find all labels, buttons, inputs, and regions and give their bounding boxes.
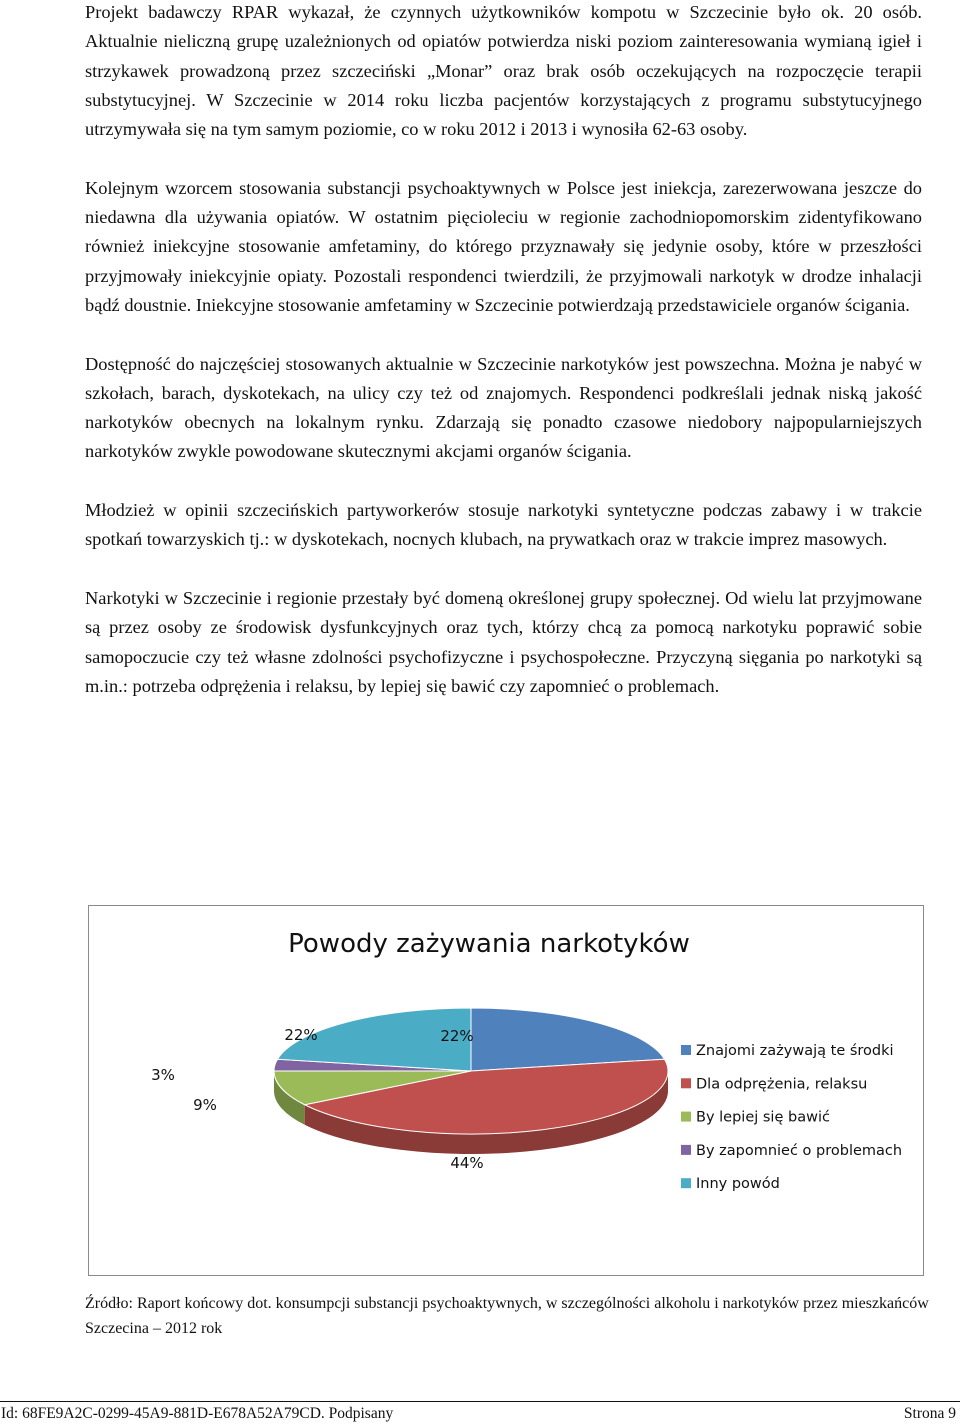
- legend-swatch-dla-odprezenia-relaksu: [681, 1078, 691, 1088]
- legend-swatch-inny-powod: [681, 1178, 691, 1188]
- source-caption: Źródło: Raport końcowy dot. konsumpcji substancji psychoaktywnych, w szczególności alkoholu i narkotyków przez mieszkańców Szczecina – 2012 rok: [85, 1295, 929, 1337]
- pie-label-inny-powod: 22%: [284, 1026, 318, 1044]
- legend-swatch-znajomi-zazywaja-te-srodki: [681, 1045, 691, 1055]
- footer-document-id: Id: 68FE9A2C-0299-45A9-881D-E678A52A79CD. Podpisany: [1, 1405, 394, 1422]
- body-text: [85, 0, 922, 730]
- pie-label-by-lepiej-sie-bawic: 9%: [193, 1096, 217, 1114]
- legend-label-dla-odprezenia-relaksu: Dla odprężenia, relaksu: [696, 1076, 868, 1093]
- chart-title: Powody zażywania narkotyków: [288, 929, 690, 959]
- paragraph-3: Dostępność do najczęściej stosowanych aktualnie w Szczecinie narkotyków jest powszechna. Można je nabyć w szkołach, barach, dyskotekach, na ulicy czy też od znajomych. Respondenci podkreślali jednak niską jakość narkotyków obecnych na lokalnym rynku. Zdarzają się ponadto czasowe niedobory najpopularniejszych narkotyków zwykle powodowane skutecznymi akcjami organów ścigania.: [85, 353, 922, 462]
- legend-label-znajomi-zazywaja-te-srodki: Znajomi zażywają te środki: [696, 1043, 894, 1059]
- footer-page-number: Strona 9: [903, 1405, 956, 1422]
- paragraph-5: Narkotyki w Szczecinie i regionie przestały być domeną określonej grupy społecznej. Od wielu lat przyjmowane są przez osoby ze środowisk dysfunkcyjnych oraz tych, którzy chcą za pomocą narkotyku poprawić sobie samopoczucie czy też własne zdolności psychofizyczne i psychospołeczne. Przyczyną sięgania po narkotyki są m.in.: potrzeba odprężenia i relaksu, by lepiej się bawić czy zapomnieć o problemach.: [85, 587, 922, 696]
- pie-label-dla-odprezenia-relaksu: 44%: [450, 1154, 484, 1172]
- legend-swatch-by-zapomniec-o-problemach: [681, 1145, 691, 1155]
- legend-label-by-lepiej-sie-bawic: By lepiej się bawić: [696, 1109, 830, 1126]
- pie-chart: [89, 906, 925, 1277]
- paragraph-2: Kolejnym wzorcem stosowania substancji psychoaktywnych w Polsce jest iniekcja, zarezerwowana jeszcze do niedawna dla używania opiatów. W ostatnim pięcioleciu w regionie zachodniopomorskim zidentyfikowano również iniekcyjne stosowanie amfetaminy, do którego przyznawały się jedynie osoby, które w przeszłości przyjmowały iniekcyjnie opiaty. Pozostali respondenci twierdzili, że przyjmowali narkotyk w drodze inhalacji bądź doustnie. Iniekcyjne stosowanie amfetaminy w Szczecinie potwierdzają przedstawiciele organów ścigania.: [85, 177, 922, 315]
- paragraph-1: Projekt badawczy RPAR wykazał, że czynnych użytkowników kompotu w Szczecinie było ok. 20 osób. Aktualnie nieliczną grupę uzależnionych od opiatów potwierdza niski poziom zainteresowania wymianą igieł i strzykawek prowadzoną przez szczeciński „Monar” oraz brak osób oczekujących na rozpoczęcie terapii substytucyjnej. W Szczecinie w 2014 roku liczba pacjentów korzystających z programu substytucyjnego utrzymywała się na tym samym poziomie, co w roku 2012 i 2013 i wynosiła 62-63 osoby.: [85, 2, 922, 140]
- chart-legend: [681, 1043, 902, 1192]
- legend-swatch-by-lepiej-sie-bawic: [681, 1112, 691, 1122]
- pie-chart-frame: [88, 905, 924, 1276]
- pie-label-by-zapomniec-o-problemach: 3%: [151, 1066, 175, 1084]
- paragraph-4: Młodzież w opinii szczecińskich partyworkerów stosuje narkotyki syntetyczne podczas zabawy i w trakcie spotkań towarzyskich tj.: w dyskotekach, nocnych klubach, na prywatkach oraz w trakcie imprez masowych.: [85, 500, 922, 550]
- legend-label-inny-powod: Inny powód: [696, 1176, 780, 1193]
- pie-label-znajomi-zazywaja-te-srodki: 22%: [440, 1027, 474, 1045]
- footer-divider: [0, 1401, 960, 1402]
- legend-label-by-zapomniec-o-problemach: By zapomnieć o problemach: [696, 1142, 903, 1159]
